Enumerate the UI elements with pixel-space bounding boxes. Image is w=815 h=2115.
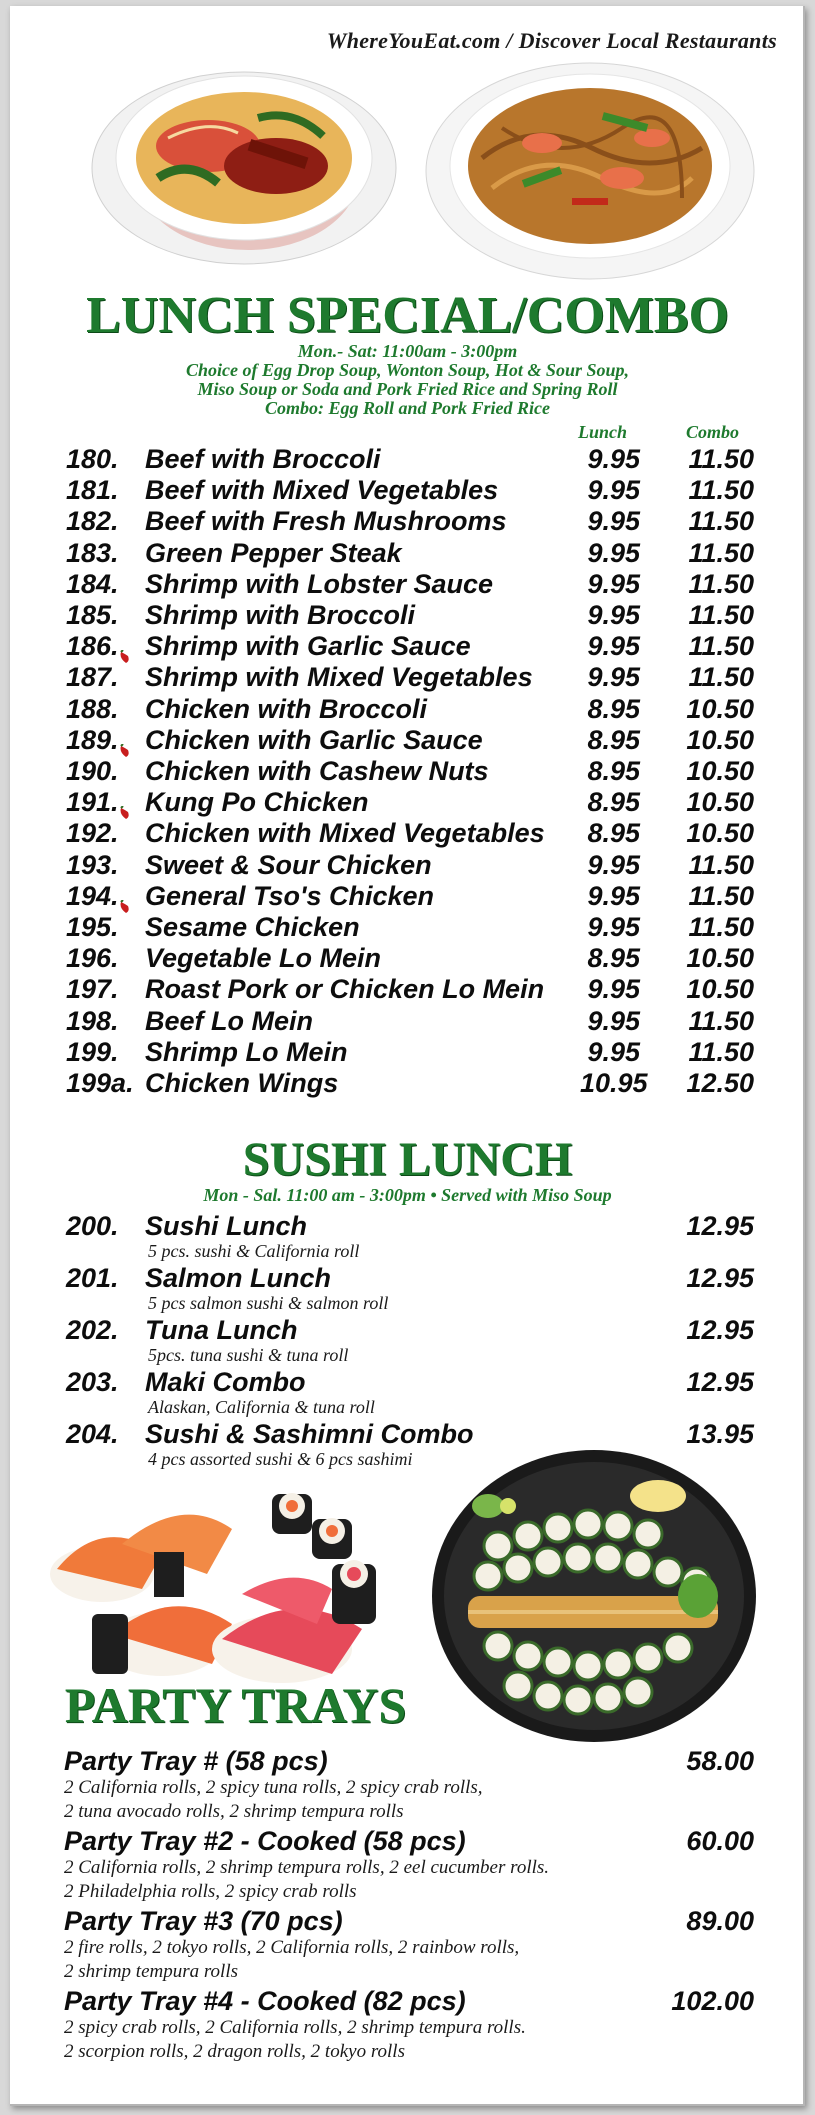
lunch-menu-row [10,1006,805,1037]
column-header-lunch: Lunch [578,422,628,442]
item-number: 201. [66,1263,119,1293]
item-name: Shrimp with Lobster Sauce [145,568,494,599]
lunch-price: 9.95 [587,1036,640,1067]
item-number: 190. [66,756,119,786]
party-tray-row [10,1906,805,1986]
lunch-price: 8.95 [587,693,640,724]
lunch-price: 9.95 [587,475,640,506]
item-name: Sushi Lunch [145,1211,307,1241]
combo-price: 10.50 [686,943,754,974]
combo-price: 11.50 [688,506,754,537]
party-tray-row [10,1986,805,2066]
combo-price: 10.50 [686,756,754,786]
item-number: 194. [66,880,119,911]
tray-name: Party Tray #2 - Cooked (58 pcs) [64,1826,466,1856]
item-number: 187. [66,662,119,693]
item-number: 204. [66,1419,119,1449]
chili-pepper-icon [118,796,132,810]
tray-description [64,2016,526,2064]
item-name: Roast Pork or Chicken Lo Mein [145,974,545,1005]
lunch-price: 9.95 [587,849,640,880]
sushi-lunch-title: SUSHI LUNCH [242,1133,573,1186]
item-name: Kung Po Chicken [145,787,369,818]
item-number: 193. [66,849,119,880]
item-number: 181. [66,475,119,506]
item-description: 4 pcs assorted sushi & 6 pcs sashimi [148,1449,413,1469]
lunch-choice-line-2: Miso Soup or Soda and Pork Fried Rice and Spring Roll [197,379,618,399]
combo-price: 11.50 [688,444,754,474]
lunch-combo-line: Combo: Egg Roll and Pork Fried Rice [264,398,550,418]
tray-description-line-1: 2 California rolls, 2 shrimp tempura rolls, 2 eel cucumber rolls. [64,1857,550,1878]
item-name: Shrimp with Mixed Vegetables [145,662,533,693]
item-name: Sesame Chicken [145,912,360,942]
sushi-photo [32,1474,412,1694]
item-number: 199a. [66,1068,134,1098]
tray-description-line-1: 2 California rolls, 2 spicy tuna rolls, 2 spicy crab rolls, [64,1777,483,1798]
lunch-hours: Mon.- Sat: 11:00am - 3:00pm [297,341,518,361]
item-number: 186. [66,631,119,662]
lunch-menu-row [10,1068,805,1099]
item-number: 188. [66,693,119,724]
item-name: Sweet & Sour Chicken [145,849,432,880]
item-number: 202. [66,1315,119,1345]
item-price: 13.95 [686,1419,754,1449]
item-name: Chicken Wings [145,1068,339,1098]
lunch-menu-row [10,662,805,693]
lunch-menu-row [10,943,805,974]
tray-price: 58.00 [686,1746,754,1776]
combo-price: 11.50 [688,1005,754,1036]
lunch-menu-row [10,694,805,725]
item-name: Maki Combo [145,1367,306,1397]
item-name: Chicken with Cashew Nuts [145,756,489,786]
item-number: 182. [66,506,119,537]
noodle-soup-photo [88,58,400,268]
lunch-menu-row [10,881,805,912]
combo-price: 11.50 [688,600,754,630]
tray-description [64,1936,519,1984]
site-header: WhereYouEat.com / Discover Local Restaurants [326,28,777,53]
item-name: Beef with Broccoli [145,444,381,474]
item-name: Sushi & Sashimni Combo [145,1419,474,1449]
item-number: 195. [66,912,119,942]
chili-pepper-icon [118,734,132,748]
lunch-menu-row [10,506,805,537]
party-tray-row [10,1746,805,1826]
combo-price: 12.50 [686,1068,754,1098]
item-price: 12.95 [686,1263,754,1293]
sushi-menu-row [10,1211,805,1263]
lunch-price: 9.95 [587,912,640,942]
tray-name: Party Tray #3 (70 pcs) [64,1906,343,1936]
item-number: 180. [66,444,119,474]
lunch-choice-line-1: Choice of Egg Drop Soup, Wonton Soup, Hot & Sour Soup, [186,360,629,380]
item-number: 184. [66,568,119,599]
lunch-menu-row [10,538,805,569]
item-name: Beef with Fresh Mushrooms [145,506,507,537]
item-name: Shrimp Lo Mein [145,1036,348,1067]
item-name: Tuna Lunch [145,1315,298,1345]
lunch-menu-row [10,444,805,475]
item-number: 183. [66,537,119,568]
chili-pepper-icon [118,640,132,654]
tray-price: 102.00 [671,1986,754,2016]
item-name: Beef with Mixed Vegetables [145,475,499,506]
item-name: Green Pepper Steak [145,537,402,568]
tray-price: 60.00 [686,1826,754,1856]
column-header-combo: Combo [686,422,740,442]
item-number: 196. [66,943,119,974]
lunch-price: 8.95 [587,818,640,849]
lunch-menu-row [10,600,805,631]
lunch-special-title: LUNCH SPECIAL/COMBO [86,287,729,344]
tray-description [64,1776,483,1824]
combo-price: 11.50 [688,475,754,506]
sushi-menu-row [10,1315,805,1367]
menu-page [10,6,805,2106]
sushi-menu-row [10,1367,805,1419]
sushi-menu-row [10,1263,805,1315]
item-name: Beef Lo Mein [145,1005,314,1036]
combo-price: 10.50 [686,787,754,818]
lunch-price: 10.95 [580,1068,648,1098]
item-number: 189. [66,724,119,755]
item-number: 185. [66,600,119,630]
tray-price: 89.00 [686,1906,754,1936]
combo-price: 11.50 [688,631,754,662]
lunch-menu-row [10,850,805,881]
item-name: Chicken with Broccoli [145,693,428,724]
tray-description [64,1856,549,1904]
party-tray-row [10,1826,805,1906]
lunch-price: 9.95 [587,600,640,630]
item-price: 12.95 [686,1315,754,1345]
item-price: 12.95 [686,1211,754,1241]
lunch-menu-row [10,756,805,787]
item-name: Vegetable Lo Mein [145,943,382,974]
combo-price: 10.50 [686,974,754,1005]
item-number: 198. [66,1005,119,1036]
lunch-menu-row [10,974,805,1005]
item-number: 197. [66,974,119,1005]
item-name: Salmon Lunch [145,1263,332,1293]
item-description: Alaskan, California & tuna roll [148,1397,375,1417]
item-name: Chicken with Mixed Vegetables [145,818,545,849]
item-name: General Tso's Chicken [145,880,435,911]
combo-price: 10.50 [686,818,754,849]
item-number: 199. [66,1036,119,1067]
item-description: 5 pcs. sushi & California roll [148,1241,360,1261]
item-price: 12.95 [686,1367,754,1397]
tray-description-line-2: 2 shrimp tempura rolls [64,1961,239,1982]
combo-price: 11.50 [688,912,754,942]
lunch-price: 9.95 [587,880,640,911]
tray-description-line-2: 2 scorpion rolls, 2 dragon rolls, 2 tokyo rolls [64,2041,405,2062]
item-number: 203. [66,1367,119,1397]
lunch-menu-row [10,725,805,756]
lunch-price: 8.95 [587,756,640,786]
sushi-lunch-subtitle: Mon - Sal. 11:00 am - 3:00pm • Served with Miso Soup [203,1185,612,1205]
lunch-price: 9.95 [587,631,640,662]
lunch-price: 9.95 [587,537,640,568]
lunch-menu-row [10,787,805,818]
combo-price: 10.50 [686,693,754,724]
lunch-menu-row [10,569,805,600]
tray-description-line-1: 2 spicy crab rolls, 2 California rolls, 2 shrimp tempura rolls. [64,2017,526,2038]
lunch-price: 9.95 [587,662,640,693]
lunch-price: 8.95 [587,724,640,755]
tray-name: Party Tray # (58 pcs) [64,1746,328,1776]
lo-mein-photo [422,58,758,284]
chili-pepper-icon [118,890,132,904]
tray-description-line-1: 2 fire rolls, 2 tokyo rolls, 2 California rolls, 2 rainbow rolls, [64,1937,520,1958]
lunch-price: 9.95 [587,444,640,474]
tray-description-line-2: 2 Philadelphia rolls, 2 spicy crab rolls [64,1881,357,1902]
lunch-menu-row [10,631,805,662]
item-name: Shrimp with Broccoli [145,600,416,630]
lunch-price: 9.95 [587,506,640,537]
combo-price: 11.50 [688,849,754,880]
item-description: 5 pcs salmon sushi & salmon roll [148,1293,389,1313]
item-number: 200. [66,1211,119,1241]
lunch-menu-row [10,818,805,849]
combo-price: 11.50 [688,537,754,568]
item-number: 191. [66,787,119,818]
tray-name: Party Tray #4 - Cooked (82 pcs) [64,1986,466,2016]
lunch-menu-row [10,475,805,506]
lunch-price: 8.95 [587,943,640,974]
combo-price: 11.50 [688,1036,754,1067]
lunch-price: 8.95 [587,787,640,818]
combo-price: 11.50 [688,880,754,911]
party-trays-title: PARTY TRAYS [64,1677,407,1733]
combo-price: 11.50 [688,568,754,599]
combo-price: 11.50 [688,662,754,693]
tray-description-line-2: 2 tuna avocado rolls, 2 shrimp tempura rolls [64,1801,404,1822]
lunch-price: 9.95 [587,974,640,1005]
combo-price: 10.50 [686,724,754,755]
lunch-menu-row [10,912,805,943]
item-description: 5pcs. tuna sushi & tuna roll [148,1345,349,1365]
item-name: Shrimp with Garlic Sauce [145,631,471,662]
item-name: Chicken with Garlic Sauce [145,724,483,755]
item-number: 192. [66,818,119,849]
lunch-menu-row [10,1037,805,1068]
lunch-price: 9.95 [587,1005,640,1036]
lunch-price: 9.95 [587,568,640,599]
